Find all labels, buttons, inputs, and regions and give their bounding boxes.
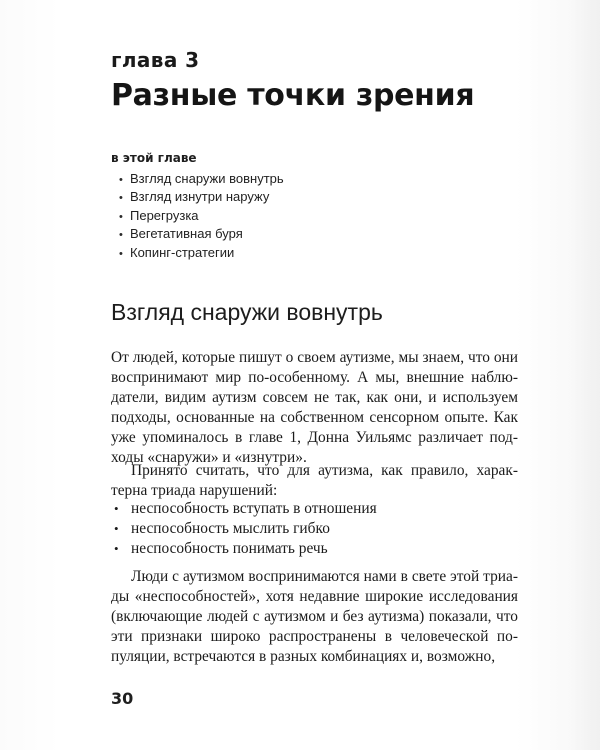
impairment-triad-list	[111, 499, 377, 559]
contents-item: • Копинг-стратегии	[119, 244, 284, 262]
body-paragraph-3: Люди с аутизмом воспринимаются нами в свете этой триады «неспособностей», хотя недавние широкие исследования (включающие людей с аутизмом и без аутизма) показали, что эти признаки широко распространены в человеческой популяции, встречаются в разных комбинациях и, возможно,	[111, 568, 518, 665]
page-edge-shadow	[570, 0, 600, 750]
triad-list-item: • неспособность вступать в отношения	[111, 499, 377, 519]
chapter-contents-list	[119, 170, 284, 262]
contents-item: • Перегрузка	[119, 207, 284, 225]
contents-item: • Вегетативная буря	[119, 225, 284, 243]
triad-list-item: • неспособность понимать речь	[111, 539, 377, 559]
section-heading: Взгляд снаружи вовнутрь	[111, 299, 383, 325]
triad-list-item: • неспособность мыслить гибко	[111, 519, 377, 539]
body-paragraph-1: От людей, которые пишут о своем аутизме, мы знаем, что они воспринимают мир по-особенному. А мы, внешние наблюдатели, видим аутизм совсем не так, как они, и используем подходы, основанные на собственном сенсорном опыте. Как уже упоминалось в главе 1, Донна Уильямс различает подходы «снаружи» и «изнутри».	[111, 349, 518, 466]
contents-item: • Взгляд снаружи вовнутрь	[119, 170, 284, 188]
chapter-title: Разные точки зрения	[111, 78, 475, 113]
in-this-chapter-label: в этой главе	[111, 151, 197, 165]
chapter-label: глава 3	[111, 48, 200, 72]
contents-item: • Взгляд изнутри наружу	[119, 188, 284, 206]
body-paragraph-2: Принято считать, что для аутизма, как правило, характерна триада нарушений:	[111, 462, 518, 499]
page-number: 30	[111, 689, 134, 708]
